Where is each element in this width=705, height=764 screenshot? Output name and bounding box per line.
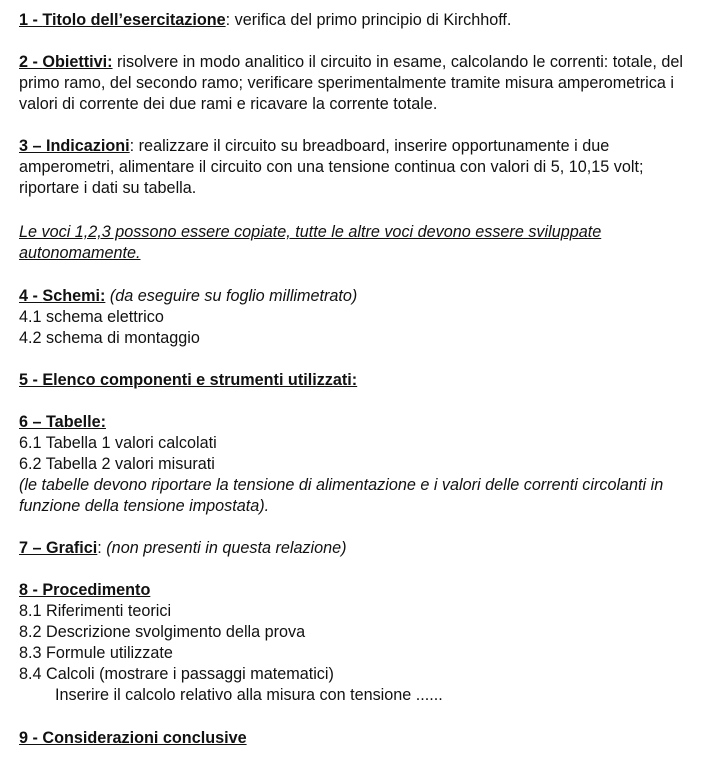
list-item: 6.1 Tabella 1 valori calcolati [19, 434, 217, 452]
list-item: 8.2 Descrizione svolgimento della prova [19, 623, 306, 641]
section-2 [19, 52, 699, 115]
section-8-heading: 8 - Procedimento [19, 581, 151, 599]
section-4 [19, 286, 699, 349]
section-9-heading: 9 - Considerazioni conclusive [19, 729, 247, 747]
section-5-heading: 5 - Elenco componenti e strumenti utilizzati: [19, 371, 358, 389]
section-5 [19, 370, 699, 391]
section-6-note: (le tabelle devono riportare la tensione di alimentazione e i valori delle correnti circolanti in funzione della tensione impostata). [19, 476, 664, 515]
section-7-note: (non presenti in questa relazione) [106, 539, 347, 557]
section-6-heading: 6 – Tabelle: [19, 413, 106, 431]
section-2-text: risolvere in modo analitico il circuito in esame, calcolando le correnti: totale, del primo ramo, del secondo ramo; verificare sperimentalmente tramite misura amperometrica i valori di corrente dei due rami e ricavare la corrente totale. [19, 53, 683, 113]
section-3-heading: 3 – Indicazioni [19, 137, 130, 155]
list-item: 8.3 Formule utilizzate [19, 644, 173, 662]
section-1: 1 - Titolo dell’esercitazione: verifica del primo principio di Kirchhoff. [19, 11, 512, 29]
section-7-heading: 7 – Grafici [19, 539, 98, 557]
copy-note: Le voci 1,2,3 possono essere copiate, tutte le altre voci devono essere sviluppate autonomamente. [19, 223, 602, 262]
section-2-heading: 2 - Obiettivi: [19, 53, 113, 71]
section-9 [19, 728, 699, 749]
section-8-subitem: Inserire il calcolo relativo alla misura con tensione ...... [55, 686, 443, 704]
section-1-heading: 1 - Titolo dell’esercitazione [19, 11, 226, 29]
list-item: 4.2 schema di montaggio [19, 329, 200, 347]
list-item: 8.1 Riferimenti teorici [19, 602, 172, 620]
section-6 [19, 412, 699, 517]
section-3-text: realizzare il circuito su breadboard, inserire opportunamente i due amperometri, alimentare il circuito con una tensione continua con valori di 5, 10,15 volt; riportare i dati su tabella. [19, 137, 644, 197]
list-item: 8.4 Calcoli (mostrare i passaggi matematici) [19, 665, 334, 683]
section-1-text: verifica del primo principio di Kirchhoff. [234, 11, 512, 29]
section-4-subtitle: (da eseguire su foglio millimetrato) [105, 287, 358, 305]
section-8 [19, 580, 699, 706]
section-3: 3 – Indicazioni: realizzare il circuito su breadboard, inserire opportunamente i due amperometri, alimentare il circuito con una tensione continua con valori di 5, 10,15 volt; riportare i dati su tabella. [19, 137, 644, 197]
section-7: 7 – Grafici: (non presenti in questa relazione) [19, 539, 347, 557]
list-item: 6.2 Tabella 2 valori misurati [19, 455, 215, 473]
list-item: 4.1 schema elettrico [19, 308, 164, 326]
section-4-heading: 4 - Schemi: [19, 287, 106, 305]
